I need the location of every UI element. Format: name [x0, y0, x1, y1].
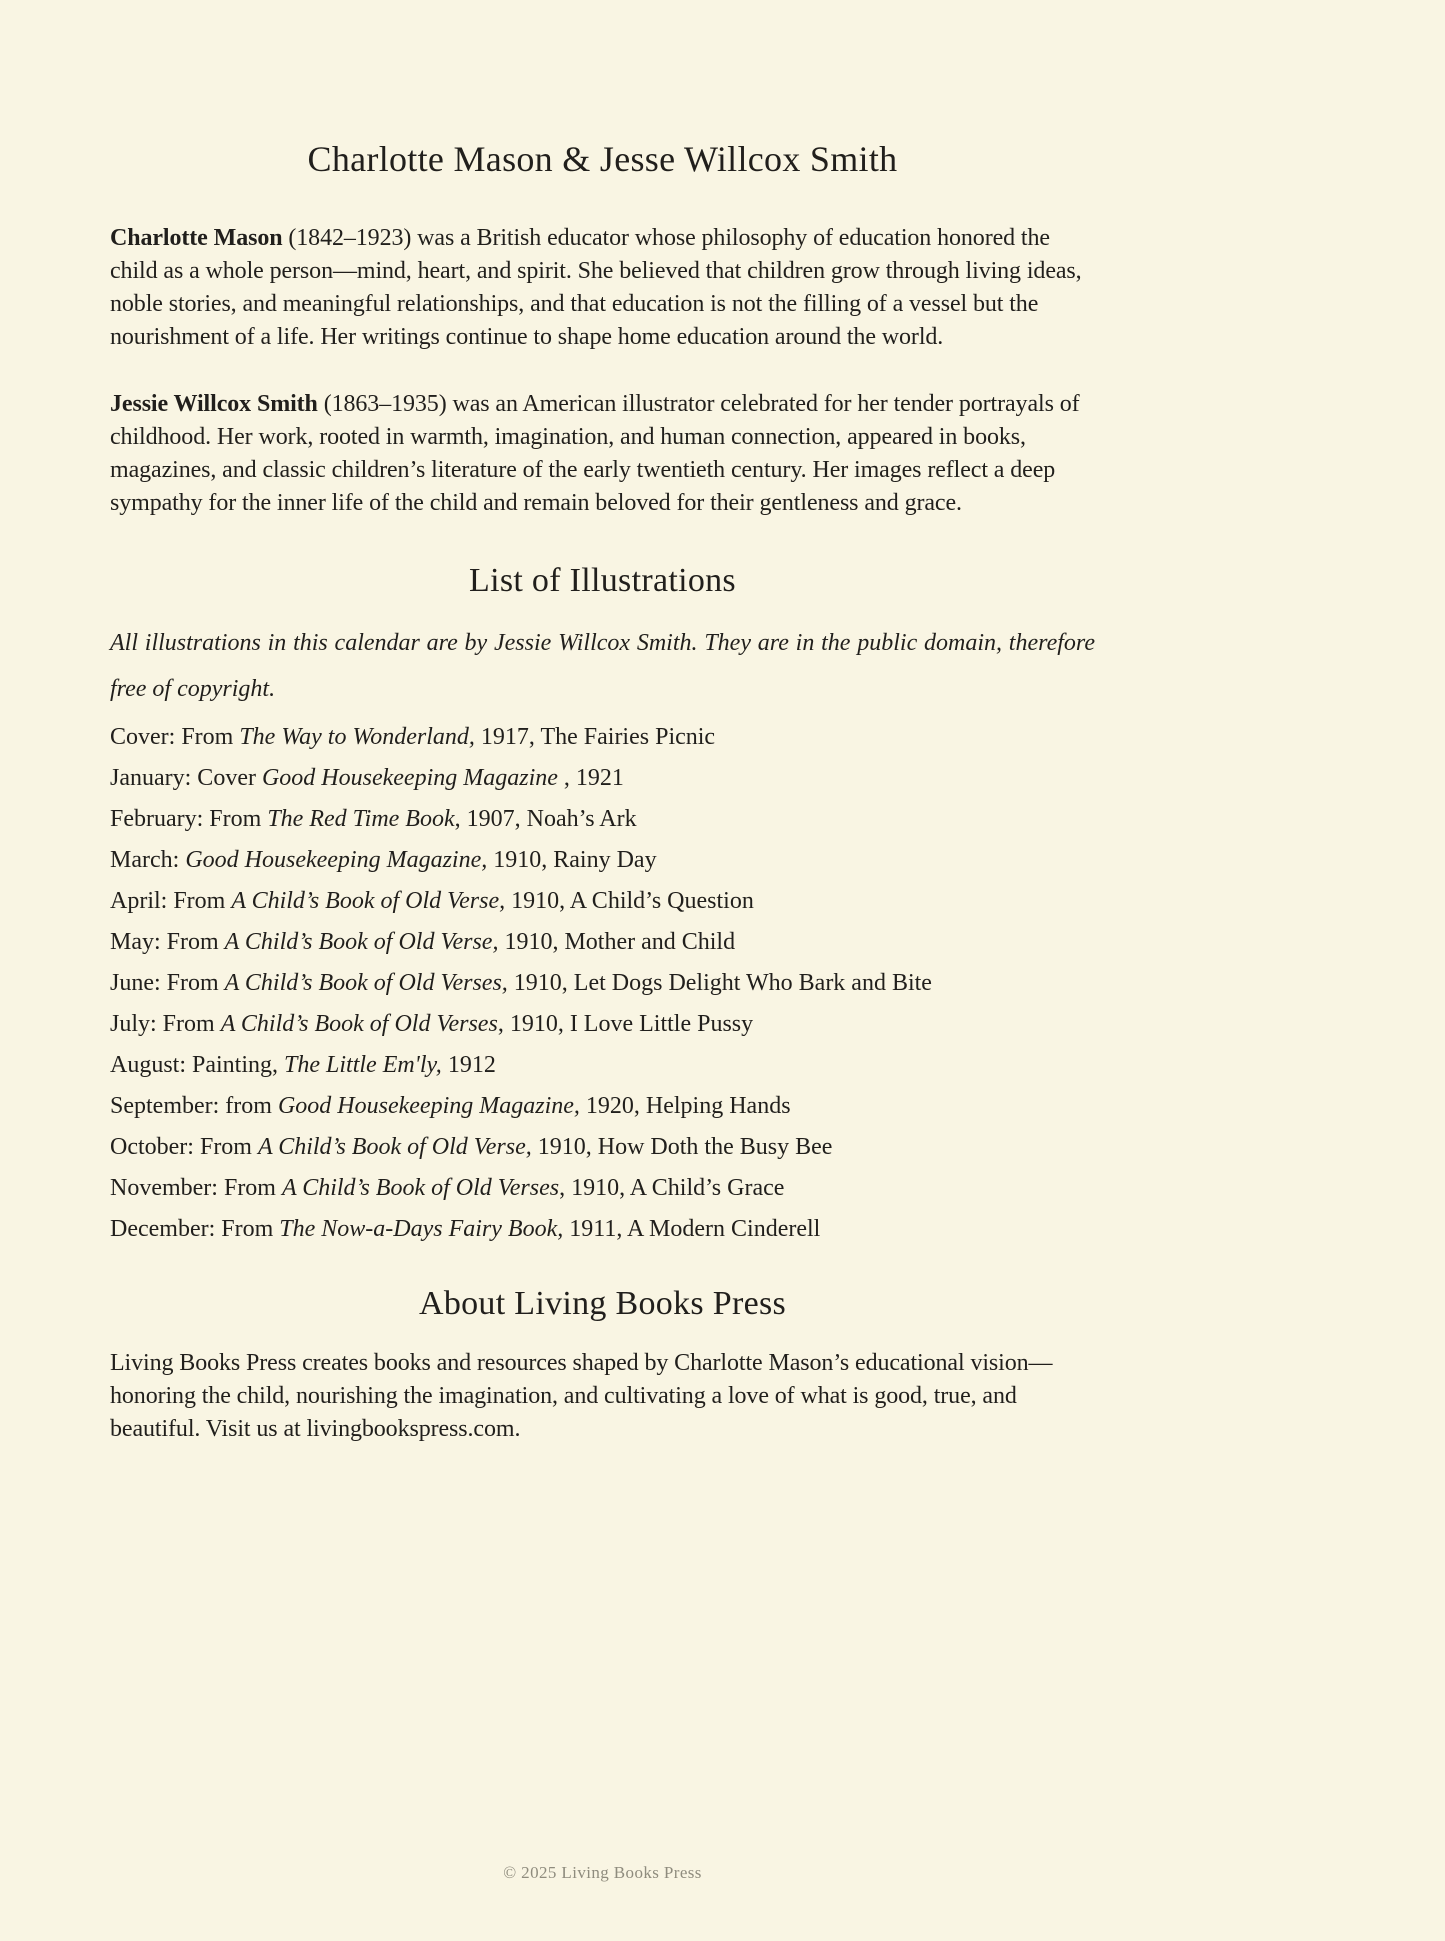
entry-prefix: April: From	[110, 888, 232, 914]
illustrations-heading: List of Illustrations	[469, 562, 736, 599]
illustration-entry-may	[110, 929, 1095, 956]
entry-prefix: January: Cover	[110, 765, 262, 791]
bio-jessie-willcox-smith-name: Jessie Willcox Smith	[110, 391, 318, 417]
page-title: Charlotte Mason & Jesse Willcox Smith	[307, 139, 898, 179]
illustration-entry-cover	[110, 724, 1095, 751]
entry-prefix: November: From	[110, 1175, 282, 1201]
entry-prefix: September: from	[110, 1093, 278, 1119]
illustration-entry-september	[110, 1093, 1095, 1120]
entry-suffix: , 1910, A Child’s Grace	[559, 1175, 785, 1201]
entry-suffix: 1910, Mother and Child	[498, 929, 736, 955]
illustrations-note: All illustrations in this calendar are by Jessie Willcox Smith. They are in the public domain, therefore free of copyright.	[110, 630, 1095, 702]
entry-suffix: 1917, The Fairies Picnic	[474, 724, 716, 750]
illustration-entry-july	[110, 1011, 1095, 1038]
entry-source-title: The Red Time Book	[267, 806, 455, 832]
illustration-entry-january	[110, 765, 1095, 792]
entry-suffix: , 1907, Noah’s Ark	[454, 806, 637, 832]
entry-prefix: October: From	[110, 1134, 258, 1160]
entry-prefix: December: From	[110, 1216, 280, 1242]
entry-suffix: , 1921	[557, 765, 624, 791]
entry-source-title: Good Housekeeping Magazine	[261, 765, 558, 791]
bio-jessie-willcox-smith-text: (1863–1935) was an American illustrator celebrated for her tender portrayals of childhood. Her work, rooted in warmth, imagination, and human connection, appeared in books, magazines, and classic children’s literature of the early twentieth century. Her images reflect a deep sympathy for the inner life of the child and remain beloved for their gentleness and grace.	[110, 391, 1080, 516]
illustration-entry-august	[110, 1052, 1095, 1079]
entry-source-title: The Now-a-Days Fairy Book,	[279, 1216, 564, 1242]
illustration-entry-april	[110, 888, 1095, 915]
copyright-notice: © 2025 Living Books Press	[503, 1863, 702, 1882]
illustrations-list	[110, 724, 1095, 1257]
entry-suffix: 1910, A Child’s Question	[505, 888, 754, 914]
entry-prefix: June: From	[110, 970, 225, 996]
entry-prefix: February: From	[110, 806, 268, 832]
about-heading: About Living Books Press	[418, 1285, 787, 1322]
illustration-entry-february	[110, 806, 1095, 833]
illustration-entry-november	[110, 1175, 1095, 1202]
entry-source-title: The Little Em'ly,	[284, 1052, 442, 1078]
bio-charlotte-mason-name: Charlotte Mason	[110, 225, 283, 251]
entry-prefix: July: From	[110, 1011, 221, 1037]
entry-source-title: A Child’s Book of Old Verse,	[257, 1134, 532, 1160]
entry-source-title: A Child’s Book of Old Verse,	[224, 929, 499, 955]
illustration-entry-december	[110, 1216, 1095, 1243]
about-body: Living Books Press creates books and resources shaped by Charlotte Mason’s educational vision—honoring the child, nourishing the imagination, and cultivating a love of what is good, true, and beautiful. Visit us at livingbookspress.com.	[110, 1350, 1053, 1442]
entry-suffix: 1910, How Doth the Busy Bee	[531, 1134, 833, 1160]
entry-source-title: A Child’s Book of Old Verse,	[231, 888, 506, 914]
entry-suffix: 1920, Helping Hands	[579, 1093, 791, 1119]
entry-suffix: , 1910, I Love Little Pussy	[497, 1011, 754, 1037]
entry-source-title: Good Housekeeping Magazine,	[185, 847, 488, 873]
entry-suffix: 1912	[441, 1052, 496, 1078]
illustration-entry-october	[110, 1134, 1095, 1161]
entry-suffix: 1910, Rainy Day	[487, 847, 657, 873]
entry-prefix: Cover: From	[110, 724, 240, 750]
entry-prefix: May: From	[110, 929, 225, 955]
entry-source-title: A Child’s Book of Old Verses,	[224, 970, 508, 996]
illustration-entry-march	[110, 847, 1095, 874]
entry-suffix: 1911, A Modern Cinderell	[563, 1216, 821, 1242]
entry-source-title: The Way to Wonderland,	[239, 724, 475, 750]
entry-suffix: 1910, Let Dogs Delight Who Bark and Bite	[507, 970, 932, 996]
entry-source-title: A Child’s Book of Old Verses	[220, 1011, 498, 1037]
illustration-entry-june	[110, 970, 1095, 997]
entry-prefix: March:	[110, 847, 186, 873]
entry-source-title: A Child’s Book of Old Verses	[281, 1175, 560, 1201]
bio-jessie-willcox-smith	[110, 388, 1095, 520]
entry-prefix: August: Painting,	[110, 1052, 285, 1078]
bio-charlotte-mason-text: (1842–1923) was a British educator whose philosophy of education honored the child as a whole person—mind, heart, and spirit. She believed that children grow through living ideas, noble stories, and meaningful relationships, and that education is not the filling of a vessel but the nourishment of a life. Her writings continue to shape home education around the world.	[110, 225, 1082, 350]
bio-charlotte-mason	[110, 222, 1095, 354]
entry-source-title: Good Housekeeping Magazine,	[277, 1093, 580, 1119]
